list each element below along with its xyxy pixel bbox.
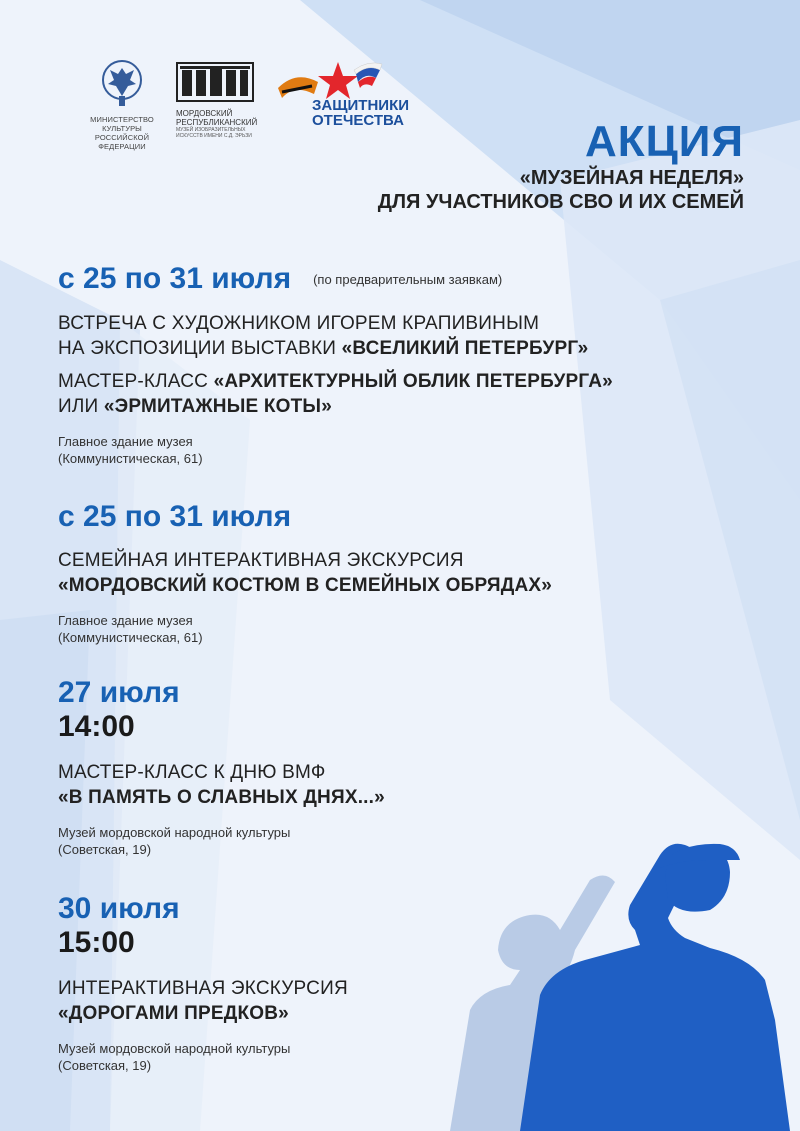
event-date: с 25 по 31 июля xyxy=(58,500,292,533)
activity-line-1: ИНТЕРАКТИВНАЯ ЭКСКУРСИЯ xyxy=(58,978,348,999)
ministry-line-2: РОССИЙСКОЙ ФЕДЕРАЦИИ xyxy=(94,133,150,151)
venue-line-2: (Коммунистическая, 61) xyxy=(58,630,203,645)
activity-1-line-2-bold: «ВСЕЛИКИЙ ПЕТЕРБУРГ» xyxy=(341,338,589,360)
double-headed-eagle-emblem-icon xyxy=(100,58,144,108)
activity-2-line-2-pre: ИЛИ xyxy=(58,396,104,418)
event-2 xyxy=(58,500,778,646)
event-date xyxy=(58,262,778,297)
museum-sub-1: МУЗЕЙ ИЗОБРАЗИТЕЛЬНЫХ xyxy=(176,127,246,133)
activity xyxy=(58,548,778,598)
venue-line-2: (Советская, 19) xyxy=(58,1058,152,1073)
activity-2-line-1-pre: МАСТЕР-КЛАСС xyxy=(58,371,214,393)
event-time: 15:00 xyxy=(58,926,135,959)
activity-2-line-1-bold: «АРХИТЕКТУРНЫЙ ОБЛИК ПЕТЕРБУРГА» xyxy=(213,371,613,393)
activity-line-2 xyxy=(58,1001,778,1026)
activity-1 xyxy=(58,311,778,361)
page-title: АКЦИЯ xyxy=(584,117,744,166)
activity-line-2-bold: «ДОРОГАМИ ПРЕДКОВ» xyxy=(58,1003,289,1024)
venue-line-2: (Коммунистическая, 61) xyxy=(58,451,203,467)
defenders-line-1: ЗАЩИТНИКИ xyxy=(312,97,410,114)
museum-building-icon xyxy=(176,62,254,102)
museum-logo xyxy=(176,62,260,139)
activity-2-line-2-bold: «ЭРМИТАЖНЫЕ КОТЫ» xyxy=(103,396,332,418)
activity xyxy=(58,760,778,810)
venue-line-1: Главное здание музея xyxy=(58,434,193,450)
venue xyxy=(58,824,778,858)
activity-line-2-bold: «МОРДОВСКИЙ КОСТЮМ В СЕМЕЙНЫХ ОБРЯДАХ» xyxy=(58,575,553,596)
activity-1-line-2-pre: НА ЭКСПОЗИЦИИ ВЫСТАВКИ xyxy=(58,338,342,360)
activity-2-line-2 xyxy=(58,394,778,419)
museum-sub-2: ИСКУССТВ ИМЕНИ С.Д. ЭРЬЗИ xyxy=(176,133,252,139)
venue xyxy=(58,612,778,646)
event-4 xyxy=(58,892,778,1074)
museum-line-2: РЕСПУБЛИКАНСКИЙ xyxy=(176,118,258,127)
activity-1-line-2 xyxy=(58,336,778,361)
activity-2-line-1 xyxy=(58,369,778,394)
venue-line-2: (Советская, 19) xyxy=(58,842,152,857)
venue-line-1: Главное здание музея xyxy=(58,613,193,628)
event-3 xyxy=(58,676,778,858)
activity xyxy=(58,976,778,1026)
venue-line-1: Музей мордовской народной культуры xyxy=(58,1041,291,1056)
subtitle-line-1: «МУЗЕЙНАЯ НЕДЕЛЯ» xyxy=(519,167,744,189)
ministry-line-1: МИНИСТЕРСТВО КУЛЬТУРЫ xyxy=(90,115,154,133)
defenders-line-2: ОТЕЧЕСТВА xyxy=(312,112,404,129)
activity-1-line-1: ВСТРЕЧА С ХУДОЖНИКОМ ИГОРЕМ КРАПИВИНЫМ xyxy=(58,313,540,335)
venue xyxy=(58,1040,778,1074)
subtitle-line-2: ДЛЯ УЧАСТНИКОВ СВО И ИХ СЕМЕЙ xyxy=(377,191,744,213)
ministry-logo xyxy=(72,58,172,151)
event-time: 14:00 xyxy=(58,710,135,743)
activity-line-2 xyxy=(58,573,778,598)
preregistration-note: (по предварительным заявкам) xyxy=(313,272,503,288)
venue xyxy=(58,433,778,467)
activity-line-2 xyxy=(58,785,778,810)
activity-line-1: МАСТЕР-КЛАСС К ДНЮ ВМФ xyxy=(58,762,326,783)
event-date-text: с 25 по 31 июля xyxy=(58,262,292,295)
activity-line-1: СЕМЕЙНАЯ ИНТЕРАКТИВНАЯ ЭКСКУРСИЯ xyxy=(58,550,464,571)
museum-line-1: МОРДОВСКИЙ xyxy=(176,109,233,118)
defenders-logo xyxy=(276,60,436,129)
event-1 xyxy=(58,262,778,467)
venue-line-1: Музей мордовской народной культуры xyxy=(58,825,291,840)
poster-header xyxy=(378,118,744,214)
event-date: 30 июля xyxy=(58,892,180,925)
event-date: 27 июля xyxy=(58,676,180,709)
activity-line-2-bold: «В ПАМЯТЬ О СЛАВНЫХ ДНЯХ...» xyxy=(58,787,385,808)
activity-2 xyxy=(58,369,778,419)
